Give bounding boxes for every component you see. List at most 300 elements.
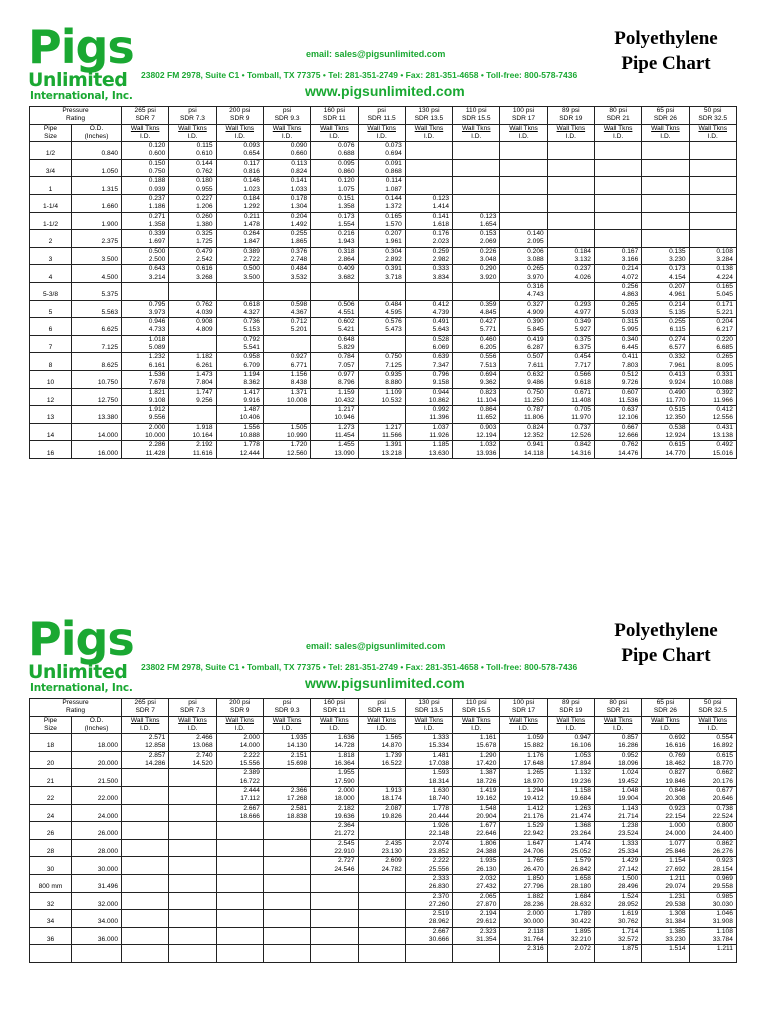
wall-id-cell <box>453 423 500 441</box>
wall-id-cell <box>311 804 358 822</box>
wall-thickness-value: 0.260 <box>196 212 213 220</box>
wall-thickness-value: 0.144 <box>385 194 402 202</box>
inner-diameter-value <box>693 238 733 246</box>
inner-diameter-value: 1.414 <box>432 203 450 211</box>
wall-thickness-value <box>645 195 685 203</box>
wall-id-cell <box>216 282 263 300</box>
inner-diameter-value: 12.858 <box>145 742 166 750</box>
wall-thickness-value: 0.576 <box>385 318 402 326</box>
wall-id-cell <box>547 857 594 875</box>
wall-id-cell <box>453 734 500 752</box>
wall-id-cell <box>594 300 641 318</box>
wall-thickness-value: 2.194 <box>479 910 497 918</box>
wall-thickness-value: 0.211 <box>243 212 260 220</box>
wall-thickness-value: 0.090 <box>290 142 308 150</box>
wall-id-cell <box>216 734 263 752</box>
wall-thickness-value <box>220 910 260 918</box>
wall-id-cell <box>594 927 641 945</box>
wall-thickness-value: 1.658 <box>574 874 591 882</box>
wall-id-cell <box>169 892 216 910</box>
inner-diameter-value: 3.682 <box>337 273 355 281</box>
wall-id-header: Wall Tkns I.D. <box>689 124 736 142</box>
wall-id-cell <box>547 839 594 857</box>
wall-id-cell <box>358 874 405 892</box>
wall-id-cell <box>642 159 689 177</box>
inner-diameter-value <box>314 954 354 962</box>
inner-diameter-value <box>645 203 685 211</box>
inner-diameter-value: 1.865 <box>290 238 308 246</box>
wall-thickness-value: 0.479 <box>196 247 213 255</box>
wall-id-cell <box>311 857 358 875</box>
inner-diameter-value: 11.250 <box>524 396 544 404</box>
inner-diameter-value: 1.478 <box>243 220 260 228</box>
wall-id-cell <box>169 857 216 875</box>
inner-diameter-value: 3.500 <box>243 273 260 281</box>
wall-thickness-value <box>456 177 496 185</box>
od-cell: 22.000 <box>72 786 122 804</box>
wall-thickness-value: 2.370 <box>432 892 450 900</box>
wall-thickness-value: 0.390 <box>527 318 544 326</box>
od-cell: 6.625 <box>72 318 122 336</box>
wall-id-cell <box>642 751 689 769</box>
wall-thickness-value <box>220 945 260 953</box>
inner-diameter-value <box>125 795 165 803</box>
wall-thickness-value <box>362 893 402 901</box>
inner-diameter-value <box>551 203 591 211</box>
table-row <box>30 247 737 265</box>
inner-diameter-value <box>409 186 449 194</box>
wall-thickness-value: 1.720 <box>290 441 308 449</box>
wall-thickness-value: 1.481 <box>432 751 450 759</box>
inner-diameter-value <box>362 291 402 299</box>
inner-diameter-value: 3.834 <box>432 273 450 281</box>
wall-thickness-value <box>125 857 165 865</box>
inner-diameter-value <box>598 221 638 229</box>
wall-thickness-value <box>598 213 638 221</box>
wall-thickness-value <box>125 893 165 901</box>
inner-diameter-value: 19.846 <box>665 777 686 785</box>
inner-diameter-value <box>693 168 733 176</box>
table-row <box>30 822 737 840</box>
website-link[interactable]: www.pigsunlimited.com <box>305 83 465 99</box>
wall-id-cell <box>642 353 689 371</box>
wall-thickness-value: 2.316 <box>527 945 544 953</box>
inner-diameter-value: 7.125 <box>385 361 402 369</box>
wall-thickness-value: 0.146 <box>243 177 260 185</box>
wall-id-cell <box>122 892 169 910</box>
wall-thickness-value <box>314 893 354 901</box>
wall-thickness-value: 1.412 <box>527 804 544 812</box>
rating-header: 50 psi SDR 32.5 <box>689 699 736 717</box>
wall-id-cell <box>263 194 310 212</box>
wall-id-cell <box>169 177 216 195</box>
inner-diameter-value: 5.153 <box>243 326 260 334</box>
wall-id-cell <box>311 230 358 248</box>
wall-id-cell <box>311 388 358 406</box>
wall-thickness-value <box>551 230 591 238</box>
wall-id-cell <box>263 142 310 160</box>
wall-id-cell <box>263 874 310 892</box>
inner-diameter-value: 2.748 <box>290 256 308 264</box>
wall-id-cell <box>594 388 641 406</box>
wall-thickness-value: 0.823 <box>479 388 497 396</box>
wall-id-cell <box>122 857 169 875</box>
wall-id-header: Wall Tkns I.D. <box>547 716 594 734</box>
wall-id-cell <box>689 388 736 406</box>
wall-thickness-value <box>172 857 212 865</box>
wall-id-cell <box>263 751 310 769</box>
wall-id-cell <box>689 769 736 787</box>
wall-id-cell <box>689 441 736 459</box>
od-header: O.D. (Inches) <box>72 124 122 142</box>
wall-id-header: Wall Tkns I.D. <box>689 716 736 734</box>
inner-diameter-value <box>267 291 307 299</box>
wall-thickness-value <box>551 213 591 221</box>
rating-header: 200 psi SDR 9 <box>216 699 263 717</box>
wall-thickness-value <box>598 177 638 185</box>
inner-diameter-value: 24.000 <box>665 830 686 838</box>
inner-diameter-value: 30.000 <box>523 918 544 926</box>
wall-id-cell <box>216 910 263 928</box>
wall-id-cell <box>122 874 169 892</box>
od-cell: 10.750 <box>72 370 122 388</box>
wall-thickness-value: 1.037 <box>432 423 450 431</box>
wall-thickness-value: 0.108 <box>716 247 733 255</box>
wall-id-cell <box>405 751 452 769</box>
email-text[interactable]: email: sales@pigsunlimited.com <box>306 49 446 59</box>
wall-id-cell <box>169 159 216 177</box>
wall-id-cell <box>405 282 452 300</box>
wall-thickness-value: 0.117 <box>243 159 260 167</box>
wall-thickness-value: 0.538 <box>669 423 686 431</box>
inner-diameter-value: 21.714 <box>618 812 639 820</box>
wall-thickness-value <box>172 787 212 795</box>
wall-id-cell <box>311 142 358 160</box>
wall-id-cell <box>594 769 641 787</box>
inner-diameter-value: 17.038 <box>428 760 450 768</box>
wall-id-cell <box>169 874 216 892</box>
inner-diameter-value: 20.176 <box>712 777 733 785</box>
wall-thickness-value: 1.926 <box>432 822 450 830</box>
inner-diameter-value: 15.334 <box>428 742 450 750</box>
wall-thickness-value <box>172 875 212 883</box>
wall-id-cell <box>216 839 263 857</box>
wall-id-cell <box>453 265 500 283</box>
website-link[interactable]: www.pigsunlimited.com <box>305 675 465 691</box>
wall-id-cell <box>453 927 500 945</box>
inner-diameter-value: 30.762 <box>618 918 639 926</box>
inner-diameter-value: 10.532 <box>381 396 402 404</box>
wall-thickness-value: 0.214 <box>621 265 639 273</box>
wall-id-cell <box>547 804 594 822</box>
wall-id-header: Wall Tkns I.D. <box>500 716 547 734</box>
inner-diameter-value: 5.045 <box>716 291 733 299</box>
wall-thickness-value: 2.000 <box>243 734 260 742</box>
wall-id-cell <box>453 388 500 406</box>
table-row <box>30 318 737 336</box>
wall-id-cell <box>263 927 310 945</box>
wall-id-cell <box>547 910 594 928</box>
wall-id-cell <box>405 910 452 928</box>
wall-id-header: Wall Tkns I.D. <box>453 124 500 142</box>
wall-thickness-value: 1.556 <box>243 423 260 431</box>
wall-id-cell <box>169 751 216 769</box>
wall-id-cell <box>169 927 216 945</box>
wall-thickness-value: 2.667 <box>243 804 260 812</box>
pressure-rating-header: Pressure Rating <box>30 107 122 125</box>
wall-thickness-value <box>125 875 165 883</box>
wall-id-cell <box>311 247 358 265</box>
inner-diameter-value: 1.372 <box>385 203 402 211</box>
od-cell: 1.315 <box>72 177 122 195</box>
wall-thickness-value: 1.308 <box>669 910 686 918</box>
wall-id-cell <box>500 212 547 230</box>
inner-diameter-value: 28.496 <box>618 883 639 891</box>
wall-id-cell <box>263 406 310 424</box>
inner-diameter-value <box>220 291 260 299</box>
wall-thickness-value: 0.171 <box>716 300 733 308</box>
wall-thickness-value <box>551 160 591 168</box>
header-row-rating <box>30 107 737 125</box>
wall-id-header: Wall Tkns I.D. <box>216 124 263 142</box>
wall-id-cell <box>594 282 641 300</box>
wall-thickness-value: 0.677 <box>716 786 733 794</box>
inner-diameter-value: 6.161 <box>148 361 166 369</box>
wall-thickness-value: 0.304 <box>385 247 402 255</box>
inner-diameter-value: 24.546 <box>334 865 355 873</box>
inner-diameter-value <box>267 778 307 786</box>
wall-id-cell <box>216 142 263 160</box>
inner-diameter-value: 11.652 <box>476 414 497 422</box>
inner-diameter-value: 3.284 <box>716 256 733 264</box>
wall-thickness-value <box>362 822 402 830</box>
inner-diameter-value: 14.870 <box>381 742 402 750</box>
wall-id-cell <box>311 406 358 424</box>
table-row <box>30 406 737 424</box>
wall-thickness-value: 1.109 <box>385 388 402 396</box>
wall-id-cell <box>216 265 263 283</box>
wall-thickness-value <box>267 928 307 936</box>
wall-id-cell <box>547 769 594 787</box>
email-text[interactable]: email: sales@pigsunlimited.com <box>306 641 446 651</box>
wall-id-cell <box>642 388 689 406</box>
wall-thickness-value: 0.643 <box>148 265 166 273</box>
wall-id-cell <box>216 177 263 195</box>
pipe-size-cell: 16 <box>30 441 72 459</box>
wall-thickness-value: 1.185 <box>432 441 450 449</box>
inner-diameter-value: 25.556 <box>428 865 450 873</box>
wall-id-cell <box>500 734 547 752</box>
wall-id-cell <box>547 282 594 300</box>
inner-diameter-value: 15.556 <box>239 760 260 768</box>
wall-id-cell <box>263 769 310 787</box>
inner-diameter-value: 28.180 <box>570 883 591 891</box>
wall-thickness-value: 0.173 <box>669 265 686 273</box>
wall-thickness-value <box>172 406 212 414</box>
rating-header: 160 psi SDR 11 <box>311 699 358 717</box>
wall-id-cell <box>405 370 452 388</box>
inner-diameter-value: 18.838 <box>287 812 308 820</box>
wall-id-cell <box>594 370 641 388</box>
wall-id-header: Wall Tkns I.D. <box>169 716 216 734</box>
wall-thickness-value: 0.120 <box>148 142 166 150</box>
inner-diameter-value: 28.154 <box>712 865 733 873</box>
inner-diameter-value: 1.023 <box>243 185 260 193</box>
wall-thickness-value: 1.000 <box>669 822 686 830</box>
wall-id-cell <box>358 769 405 787</box>
wall-id-cell <box>311 839 358 857</box>
wall-id-cell <box>500 804 547 822</box>
inner-diameter-value: 27.796 <box>523 883 544 891</box>
inner-diameter-value: 7.057 <box>337 361 355 369</box>
wall-id-cell <box>500 857 547 875</box>
wall-thickness-value: 0.615 <box>716 751 733 759</box>
wall-thickness-value: 0.255 <box>669 318 686 326</box>
wall-thickness-value: 0.632 <box>527 370 544 378</box>
inner-diameter-value: 12.352 <box>523 431 544 439</box>
wall-thickness-value: 0.076 <box>337 142 355 150</box>
wall-id-cell <box>405 441 452 459</box>
inner-diameter-value: 11.536 <box>618 396 639 404</box>
inner-diameter-value: 9.924 <box>669 379 686 387</box>
inner-diameter-value: 14.520 <box>192 760 213 768</box>
wall-thickness-value: 1.391 <box>385 441 402 449</box>
wall-thickness-value: 0.144 <box>196 159 213 167</box>
wall-thickness-value: 0.411 <box>622 353 639 361</box>
inner-diameter-value <box>645 150 685 158</box>
inner-diameter-value: 13.218 <box>381 449 402 457</box>
wall-id-cell <box>689 142 736 160</box>
wall-thickness-value <box>362 769 402 777</box>
wall-thickness-value <box>220 928 260 936</box>
wall-id-cell <box>358 247 405 265</box>
wall-thickness-value: 2.519 <box>432 910 450 918</box>
rating-header: psi SDR 11.5 <box>358 699 405 717</box>
wall-thickness-value: 1.053 <box>574 751 591 759</box>
rating-header: 160 psi SDR 11 <box>311 107 358 125</box>
wall-id-header: Wall Tkns I.D. <box>500 124 547 142</box>
wall-thickness-value <box>551 142 591 150</box>
wall-id-cell <box>122 212 169 230</box>
inner-diameter-value: 3.132 <box>574 256 591 264</box>
pipe-size-cell: 32 <box>30 892 72 910</box>
wall-id-cell <box>405 769 452 787</box>
inner-diameter-value: 0.654 <box>243 150 260 158</box>
wall-thickness-value: 0.419 <box>527 335 544 343</box>
wall-id-cell <box>500 751 547 769</box>
wall-thickness-value: 0.265 <box>716 353 733 361</box>
inner-diameter-value <box>125 830 165 838</box>
wall-id-cell <box>169 734 216 752</box>
wall-thickness-value: 0.857 <box>621 734 639 742</box>
od-cell: 8.625 <box>72 353 122 371</box>
pipe-size-cell: 3 <box>30 247 72 265</box>
wall-id-cell <box>169 423 216 441</box>
inner-diameter-value: 12.106 <box>618 414 639 422</box>
company-logo-line3: International, Inc. <box>30 90 133 102</box>
inner-diameter-value: 30.666 <box>428 936 450 944</box>
wall-id-cell <box>642 212 689 230</box>
inner-diameter-value: 6.205 <box>479 344 497 352</box>
wall-thickness-value: 1.579 <box>574 857 591 865</box>
inner-diameter-value <box>172 830 212 838</box>
wall-thickness-value: 1.154 <box>669 857 686 865</box>
wall-thickness-value: 0.290 <box>479 265 497 273</box>
wall-id-cell <box>122 423 169 441</box>
header-row-columns <box>30 124 737 142</box>
inner-diameter-value: 0.824 <box>290 168 308 176</box>
wall-thickness-value <box>125 787 165 795</box>
inner-diameter-value: 6.445 <box>621 344 639 352</box>
wall-thickness-value: 1.647 <box>527 839 544 847</box>
wall-thickness-value <box>125 840 165 848</box>
table-row <box>30 282 737 300</box>
wall-thickness-value: 0.694 <box>479 370 497 378</box>
inner-diameter-value <box>362 883 402 891</box>
inner-diameter-value: 11.408 <box>571 396 591 404</box>
wall-thickness-value: 1.333 <box>621 839 639 847</box>
table-row <box>30 142 737 160</box>
wall-id-cell <box>358 318 405 336</box>
wall-thickness-value: 2.222 <box>432 857 450 865</box>
wall-id-header: Wall Tkns I.D. <box>358 124 405 142</box>
inner-diameter-value: 4.367 <box>290 308 308 316</box>
wall-id-cell <box>311 734 358 752</box>
wall-thickness-value <box>409 142 449 150</box>
inner-diameter-value: 16.364 <box>334 760 355 768</box>
inner-diameter-value: 0.660 <box>290 150 308 158</box>
wall-id-cell <box>358 335 405 353</box>
wall-id-cell <box>689 282 736 300</box>
wall-id-cell <box>500 353 547 371</box>
wall-thickness-value: 1.143 <box>621 804 639 812</box>
inner-diameter-value: 6.287 <box>527 344 544 352</box>
inner-diameter-value: 3.532 <box>290 273 308 281</box>
wall-id-cell <box>358 177 405 195</box>
inner-diameter-value: 12.526 <box>570 431 591 439</box>
wall-id-cell <box>263 335 310 353</box>
wall-id-cell <box>263 822 310 840</box>
rating-header: 110 psi SDR 15.5 <box>453 107 500 125</box>
wall-id-cell <box>594 265 641 283</box>
wall-thickness-value <box>125 805 165 813</box>
wall-id-cell <box>405 734 452 752</box>
inner-diameter-value: 19.412 <box>523 795 544 803</box>
wall-thickness-value: 0.220 <box>716 335 733 343</box>
wall-id-cell <box>453 159 500 177</box>
wall-id-cell <box>453 751 500 769</box>
wall-id-cell <box>547 874 594 892</box>
wall-id-cell <box>122 822 169 840</box>
inner-diameter-value: 4.154 <box>669 273 686 281</box>
wall-id-cell <box>405 300 452 318</box>
wall-id-cell <box>689 177 736 195</box>
wall-id-cell <box>547 265 594 283</box>
table-row <box>30 927 737 945</box>
wall-id-cell <box>594 822 641 840</box>
inner-diameter-value: 22.910 <box>334 848 355 856</box>
wall-id-cell <box>169 769 216 787</box>
wall-id-cell <box>453 839 500 857</box>
od-cell: 31.496 <box>72 874 122 892</box>
table-row <box>30 230 737 248</box>
inner-diameter-value <box>125 918 165 926</box>
inner-diameter-value <box>267 918 307 926</box>
od-cell: 4.500 <box>72 265 122 283</box>
wall-thickness-value <box>645 142 685 150</box>
inner-diameter-value: 1.725 <box>196 238 213 246</box>
wall-thickness-value: 0.115 <box>196 142 213 150</box>
